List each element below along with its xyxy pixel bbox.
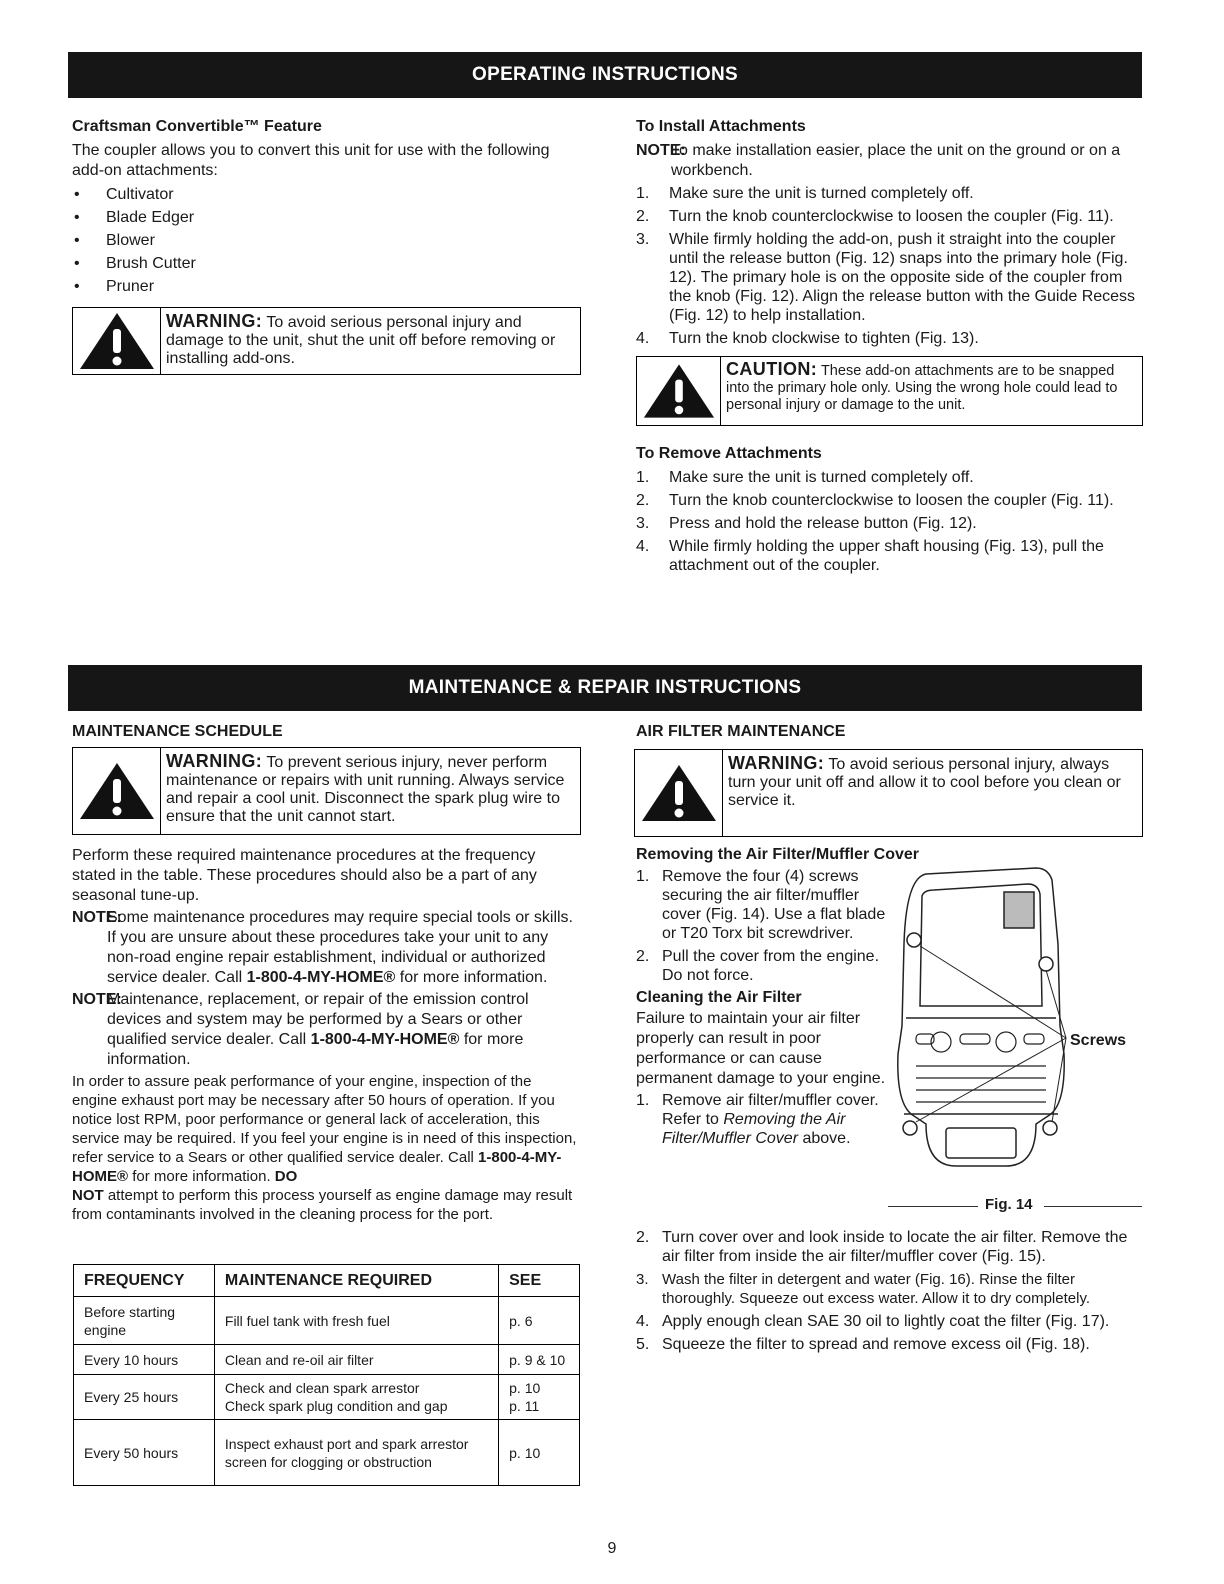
schedule-note-2: NOTE: Maintenance, replacement, or repair of the emission control devices and system may be performed by a Sears or other qualified service dealer. Call 1-800-4-MY-HOME® for more information. xyxy=(72,991,529,1068)
frequency-cell: Every 50 hours xyxy=(74,1420,215,1486)
task-cell: Check and clean spark arrestor Check spark plug condition and gap xyxy=(214,1375,498,1420)
caption-rule-right xyxy=(1044,1206,1142,1207)
list-item: 1. Make sure the unit is turned completely off. xyxy=(636,469,974,486)
warning-label: WARNING: xyxy=(166,751,263,771)
frequency-cell: Every 10 hours xyxy=(74,1345,215,1375)
page-number: 9 xyxy=(607,1540,617,1557)
warning-triangle-icon xyxy=(635,750,723,836)
install-section xyxy=(636,118,1142,352)
page-ref-cell: p. 9 & 10 xyxy=(499,1345,580,1375)
list-item: 3. While firmly holding the add-on, push it straight into the coupler until the release button (Fig. 12) snaps into the primary hole (Fig. 12). The primary hole is on the opposite side of the coupler from the knob (Fig. 12). Align the release button with the Guide Recess (Fig. 12) to help installation. xyxy=(636,231,1136,324)
maintenance-warning-text xyxy=(161,748,580,834)
table-header-row xyxy=(74,1265,580,1297)
airfilter-warning-box xyxy=(634,749,1143,837)
maintenance-warning-box xyxy=(72,747,581,835)
warning-triangle-icon xyxy=(73,748,161,834)
install-steps xyxy=(636,184,1142,348)
warning-triangle-icon xyxy=(73,308,161,374)
list-item: 2. Pull the cover from the engine. Do not force. xyxy=(636,948,880,984)
cleaning-steps-continued xyxy=(636,1228,1144,1358)
page-ref-cell: p. 6 xyxy=(499,1297,580,1345)
list-item: 2. Turn the knob counterclockwise to loosen the coupler (Fig. 11). xyxy=(636,208,1114,225)
removing-cover-heading: Removing the Air Filter/Muffler Cover xyxy=(636,846,919,863)
airfilter-heading-wrap xyxy=(636,723,1142,746)
schedule-heading: MAINTENANCE SCHEDULE xyxy=(72,723,283,740)
cleaning-step-1 xyxy=(636,1091,886,1148)
removing-cover-steps xyxy=(636,867,886,985)
warning-label: WARNING: xyxy=(166,311,263,331)
list-item: • Cultivator xyxy=(72,183,572,206)
table-row xyxy=(74,1345,580,1375)
phone-number: 1-800-4-MY-HOME® xyxy=(72,1149,562,1185)
attachment-list xyxy=(72,183,572,298)
warning-message: To avoid serious personal injury, always turn your unit off and allow it to cool before you clean or service it. xyxy=(728,756,1121,809)
warning-label: WARNING: xyxy=(728,753,825,773)
list-item: 1. Remove the four (4) screws securing the air filter/muffler cover (Fig. 14). Use a flat blade or T20 Torx bit screwdriver. xyxy=(636,868,886,942)
warning-message: To prevent serious injury, never perform maintenance or repairs with unit running. Always service and repair a cool unit. Disconnect the spark plug wire to ensure that the unit cannot start. xyxy=(166,754,565,825)
figure-caption: Fig. 14 xyxy=(985,1196,1033,1213)
airfilter-heading: AIR FILTER MAINTENANCE xyxy=(636,723,846,740)
remove-section xyxy=(636,445,1142,579)
list-item: 4. While firmly holding the upper shaft housing (Fig. 13), pull the attachment out of the coupler. xyxy=(636,538,1104,574)
table-row xyxy=(74,1420,580,1486)
removing-cover-section xyxy=(636,846,919,1152)
page-ref-cell: p. 10 p. 11 xyxy=(499,1375,580,1420)
list-item: 4. Apply enough clean SAE 30 oil to lightly coat the filter (Fig. 17). xyxy=(636,1313,1110,1330)
task-cell: Inspect exhaust port and spark arrestor screen for clogging or obstruction xyxy=(214,1420,498,1486)
schedule-body xyxy=(72,846,580,1224)
list-item: • Blower xyxy=(72,229,572,252)
cleaning-intro: Failure to maintain your air filter properly can result in poor performance or can cause permanent damage to your engine. xyxy=(636,1010,886,1087)
addon-warning-box xyxy=(72,307,581,375)
caution-label: CAUTION: xyxy=(726,359,818,379)
phone-number: 1-800-4-MY-HOME® xyxy=(310,1031,460,1048)
note-text: To make installation easier, place the unit on the ground or on a workbench. xyxy=(671,142,1121,179)
maintenance-schedule-table xyxy=(73,1264,580,1486)
task-cell: Clean and re-oil air filter xyxy=(214,1345,498,1375)
schedule-note-1: NOTE: Some maintenance procedures may require special tools or skills. If you are unsure about these procedures take your unit to any non-road engine repair establishment, individual or authorized service dealer. Call 1-800-4-MY-HOME® for more information. xyxy=(72,909,573,986)
column-header: MAINTENANCE REQUIRED xyxy=(214,1265,498,1297)
list-item: 2. Turn cover over and look inside to locate the air filter. Remove the air filter from inside the air filter/muffler cover (Fig. 15). xyxy=(636,1229,1128,1265)
convertible-heading: Craftsman Convertible™ Feature xyxy=(72,118,322,135)
list-item: 1. Remove air filter/muffler cover. Refer to Removing the Air Filter/Muffler Cover above. xyxy=(636,1092,879,1147)
operating-instructions-banner: OPERATING INSTRUCTIONS xyxy=(68,52,1142,98)
task-cell: Fill fuel tank with fresh fuel xyxy=(214,1297,498,1345)
schedule-heading-wrap xyxy=(72,723,582,746)
frequency-cell: Before starting engine xyxy=(74,1297,215,1345)
install-note xyxy=(636,141,1142,181)
list-item: 2. Turn the knob counterclockwise to loosen the coupler (Fig. 11). xyxy=(636,492,1114,509)
caution-triangle-icon xyxy=(637,357,721,425)
convertible-section xyxy=(72,118,572,298)
list-item: 3. Press and hold the release button (Fig. 12). xyxy=(636,515,977,532)
screws-callout: Screws xyxy=(1070,1032,1127,1049)
install-heading: To Install Attachments xyxy=(636,118,806,135)
list-item: 1. Make sure the unit is turned completely off. xyxy=(636,185,974,202)
remove-heading: To Remove Attachments xyxy=(636,445,822,462)
list-item: • Brush Cutter xyxy=(72,252,572,275)
column-header: SEE xyxy=(499,1265,580,1297)
convertible-intro: The coupler allows you to convert this unit for use with the following add-on attachments: xyxy=(72,142,550,179)
caution-box xyxy=(636,356,1143,426)
table-row xyxy=(74,1375,580,1420)
column-header: FREQUENCY xyxy=(74,1265,215,1297)
caption-rule-left xyxy=(888,1206,978,1207)
warning-message: To avoid serious personal injury and damage to the unit, shut the unit off before removing or installing add-ons. xyxy=(166,314,556,367)
frequency-cell: Every 25 hours xyxy=(74,1375,215,1420)
cleaning-heading: Cleaning the Air Filter xyxy=(636,989,802,1006)
list-item: 5. Squeeze the filter to spread and remove excess oil (Fig. 18). xyxy=(636,1336,1090,1353)
phone-number: 1-800-4-MY-HOME® xyxy=(246,969,396,986)
page-ref-cell: p. 10 xyxy=(499,1420,580,1486)
cleaning-steps xyxy=(636,1228,1144,1354)
list-item: • Blade Edger xyxy=(72,206,572,229)
list-item: 4. Turn the knob clockwise to tighten (Fig. 13). xyxy=(636,330,979,347)
schedule-intro: Perform these required maintenance procedures at the frequency stated in the table. These procedures should also be a part of any seasonal tune-up. xyxy=(72,847,537,904)
note-label: NOTE: xyxy=(636,142,686,159)
caution-text xyxy=(721,357,1142,425)
remove-steps xyxy=(636,468,1142,575)
caution-message: These add-on attachments are to be snapped into the primary hole only. Using the wrong hole could lead to personal injury or damage to the unit. xyxy=(726,363,1118,413)
table-row xyxy=(74,1297,580,1345)
list-item: 3. Wash the filter in detergent and water (Fig. 16). Rinse the filter thoroughly. Squeeze out excess water. Allow it to dry completely. xyxy=(636,1271,1090,1307)
addon-warning-text xyxy=(161,308,580,374)
air-filter-cover-figure xyxy=(886,866,1142,1196)
maintenance-banner: MAINTENANCE & REPAIR INSTRUCTIONS xyxy=(68,665,1142,711)
exhaust-inspection-paragraph: In order to assure peak performance of your engine, inspection of the engine exhaust port may be necessary after 50 hours of operation. If you notice lost RPM, poor performance or general lack of acceleration, this service may be required. If you feel your engine is in need of this inspection, refer service to a Sears or other qualified service dealer. Call 1-800-4-MY-HOME® for more information. DO NOT attempt to perform this process yourself as engine damage may result from contaminants involved in the cleaning process for the port. xyxy=(72,1073,577,1223)
list-item: • Pruner xyxy=(72,275,572,298)
airfilter-warning-text xyxy=(723,750,1142,836)
